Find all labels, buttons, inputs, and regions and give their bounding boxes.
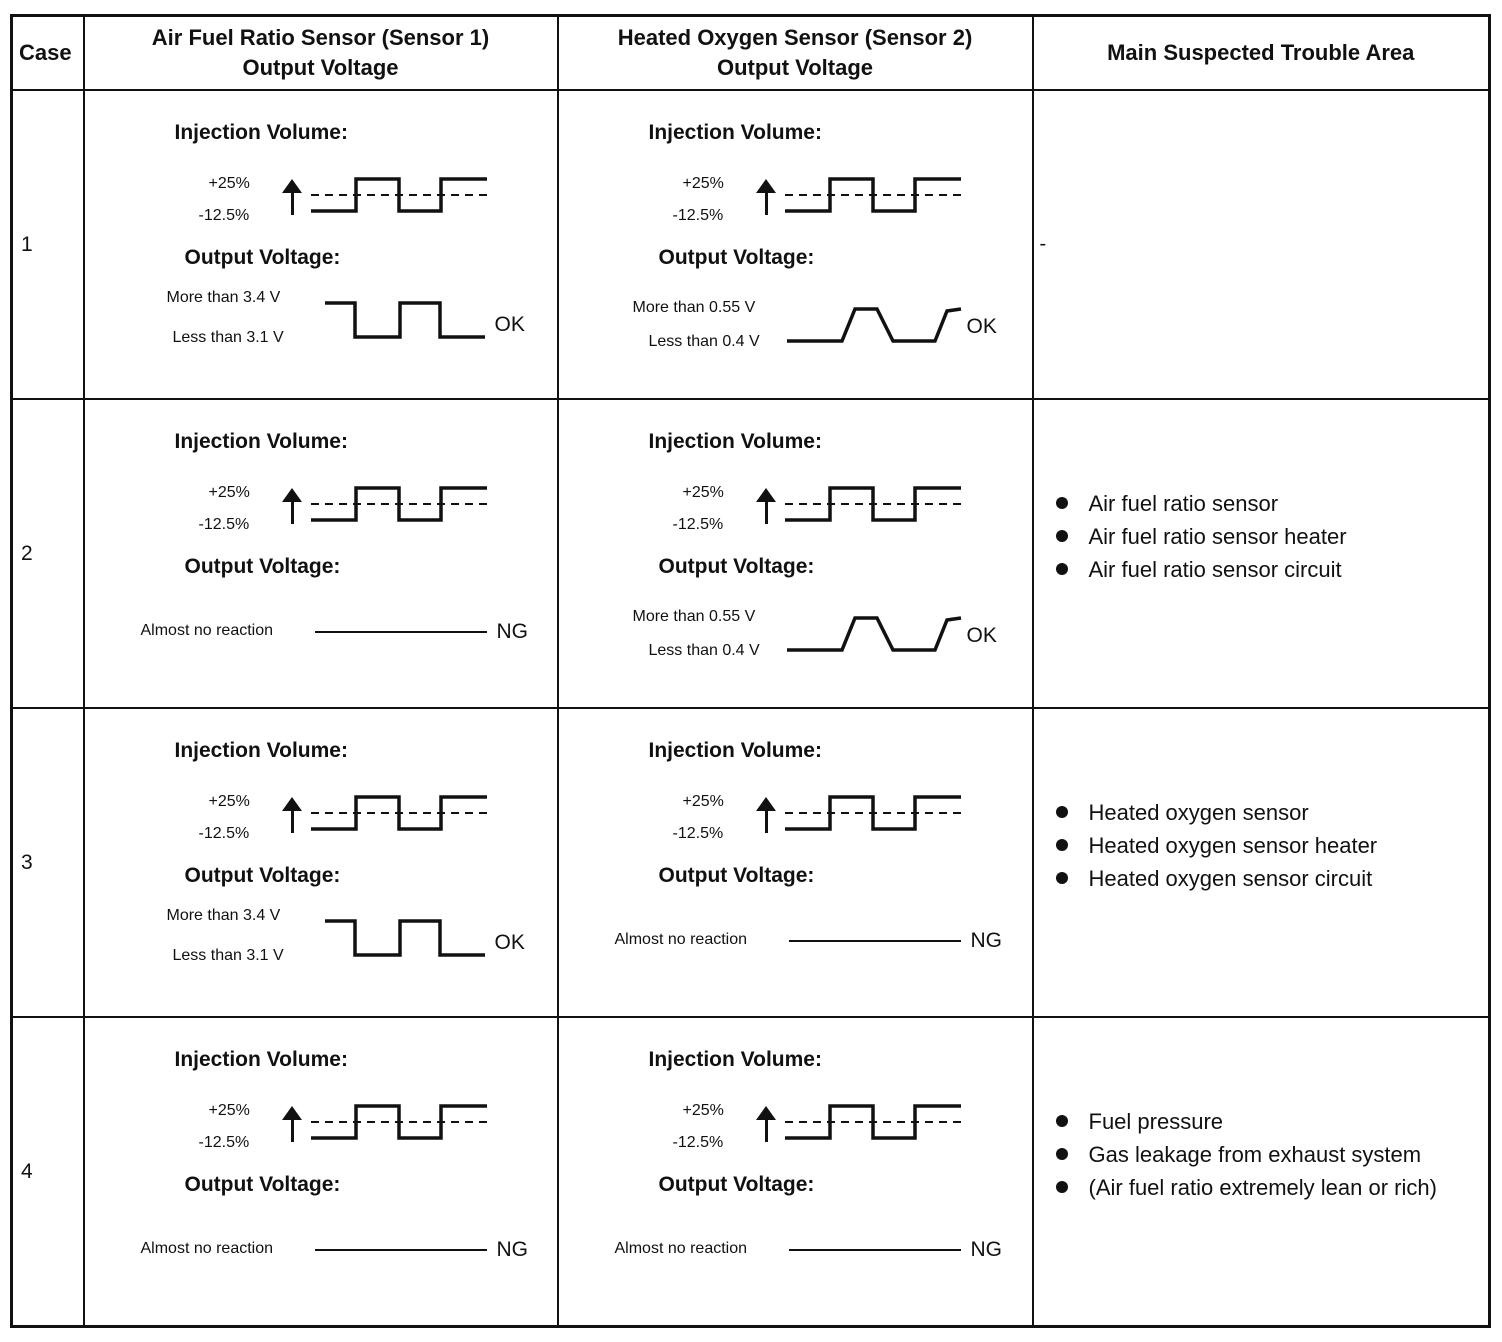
minus-12-5-label: -12.5%	[672, 825, 724, 843]
case-number: 2	[12, 399, 84, 708]
output-voltage-label: Output Voltage:	[184, 246, 341, 270]
plus-25-label: +25%	[208, 1102, 250, 1120]
plus-25-label: +25%	[208, 793, 250, 811]
sensor2-cell	[558, 708, 1033, 1017]
no-reaction-label: Almost no reaction	[140, 1240, 274, 1258]
header-sensor1-line2: Output Voltage	[242, 55, 399, 80]
low-voltage-label: Less than 0.4 V	[648, 642, 760, 660]
plus-25-label: +25%	[682, 484, 724, 502]
trouble-item	[1056, 1171, 1489, 1204]
minus-12-5-label: -12.5%	[672, 1134, 724, 1152]
bullet-icon	[1056, 839, 1068, 851]
up-arrow-icon	[756, 1106, 776, 1142]
trouble-item-text: Heated oxygen sensor	[1088, 800, 1309, 826]
minus-12-5-label: -12.5%	[198, 207, 250, 225]
minus-12-5-label: -12.5%	[198, 516, 250, 534]
trouble-item-text: Air fuel ratio sensor heater	[1088, 524, 1347, 550]
trouble-list	[1034, 796, 1489, 895]
injection-square-wave	[785, 1106, 961, 1138]
case-row	[12, 90, 1490, 399]
sensor1-cell	[84, 90, 558, 399]
trouble-item	[1056, 1105, 1489, 1138]
up-arrow-icon	[756, 797, 776, 833]
sensor1-cell	[84, 708, 558, 1017]
plus-25-label: +25%	[682, 175, 724, 193]
trouble-item	[1056, 520, 1489, 553]
high-voltage-label: More than 3.4 V	[166, 289, 281, 307]
high-voltage-label: More than 0.55 V	[632, 299, 756, 317]
trouble-item	[1056, 862, 1489, 895]
result-ok-label: OK	[494, 931, 525, 955]
bullet-icon	[1056, 563, 1068, 575]
bullet-icon	[1056, 530, 1068, 542]
plus-25-label: +25%	[682, 793, 724, 811]
header-sensor2-line1: Heated Oxygen Sensor (Sensor 2)	[617, 25, 973, 50]
low-voltage-label: Less than 3.1 V	[172, 947, 284, 965]
bullet-icon	[1056, 497, 1068, 509]
trouble-item-text: Gas leakage from exhaust system	[1088, 1142, 1422, 1168]
result-ng-label: NG	[970, 929, 1002, 953]
case-row	[12, 399, 1490, 708]
up-arrow-icon	[756, 488, 776, 524]
trouble-item	[1056, 829, 1489, 862]
bullet-icon	[1056, 1148, 1068, 1160]
output-voltage-label: Output Voltage:	[184, 864, 341, 888]
trouble-area-cell	[1033, 90, 1490, 399]
low-voltage-label: Less than 0.4 V	[648, 333, 760, 351]
injection-square-wave	[785, 488, 961, 520]
header-row	[12, 16, 1490, 91]
injection-square-wave	[311, 488, 487, 520]
header-sensor1-line1: Air Fuel Ratio Sensor (Sensor 1)	[151, 25, 490, 50]
trouble-none: -	[1039, 233, 1047, 256]
plus-25-label: +25%	[208, 175, 250, 193]
plus-25-label: +25%	[208, 484, 250, 502]
injection-volume-label: Injection Volume:	[174, 1048, 348, 1072]
header-sensor2	[558, 16, 1033, 91]
injection-volume-label: Injection Volume:	[648, 1048, 822, 1072]
trouble-item-text: (Air fuel ratio extremely lean or rich)	[1088, 1175, 1437, 1201]
up-arrow-icon	[756, 179, 776, 215]
header-trouble: Main Suspected Trouble Area	[1033, 16, 1490, 91]
case-row	[12, 1017, 1490, 1326]
output-voltage-label: Output Voltage:	[658, 1173, 815, 1197]
trouble-item	[1056, 796, 1489, 829]
result-ok-label: OK	[966, 315, 997, 339]
trouble-item-text: Heated oxygen sensor heater	[1088, 833, 1378, 859]
bullet-icon	[1056, 806, 1068, 818]
bullet-icon	[1056, 1115, 1068, 1127]
bullet-icon	[1056, 1181, 1068, 1193]
af-output-square-wave	[325, 921, 485, 955]
trouble-item	[1056, 553, 1489, 586]
trouble-item-text: Air fuel ratio sensor	[1088, 491, 1279, 517]
injection-volume-label: Injection Volume:	[174, 739, 348, 763]
no-reaction-label: Almost no reaction	[614, 1240, 748, 1258]
case-number: 3	[12, 708, 84, 1017]
result-ok-label: OK	[966, 624, 997, 648]
injection-square-wave	[311, 179, 487, 211]
trouble-item-text: Fuel pressure	[1088, 1109, 1224, 1135]
low-voltage-label: Less than 3.1 V	[172, 329, 284, 347]
trouble-area-cell	[1033, 708, 1490, 1017]
trouble-item	[1056, 487, 1489, 520]
injection-volume-label: Injection Volume:	[648, 121, 822, 145]
minus-12-5-label: -12.5%	[198, 1134, 250, 1152]
sensor1-cell	[84, 399, 558, 708]
header-sensor1	[84, 16, 558, 91]
trouble-area-cell	[1033, 1017, 1490, 1326]
up-arrow-icon	[282, 488, 302, 524]
output-voltage-label: Output Voltage:	[184, 555, 341, 579]
up-arrow-icon	[282, 1106, 302, 1142]
trouble-item	[1056, 1138, 1489, 1171]
output-voltage-label: Output Voltage:	[658, 864, 815, 888]
case-number: 4	[12, 1017, 84, 1326]
result-ng-label: NG	[496, 620, 528, 644]
header-sensor2-line2: Output Voltage	[716, 55, 874, 80]
injection-volume-label: Injection Volume:	[648, 430, 822, 454]
header-case: Case	[12, 16, 84, 91]
trouble-area-cell	[1033, 399, 1490, 708]
sensor2-cell	[558, 1017, 1033, 1326]
result-ng-label: NG	[496, 1238, 528, 1262]
injection-square-wave	[785, 797, 961, 829]
af-output-square-wave	[325, 303, 485, 337]
sensor2-cell	[558, 90, 1033, 399]
ho-output-wave	[787, 309, 961, 341]
result-ok-label: OK	[494, 313, 525, 337]
output-voltage-label: Output Voltage:	[184, 1173, 341, 1197]
trouble-list	[1034, 1105, 1489, 1204]
no-reaction-label: Almost no reaction	[614, 931, 748, 949]
output-voltage-label: Output Voltage:	[658, 555, 815, 579]
up-arrow-icon	[282, 179, 302, 215]
injection-volume-label: Injection Volume:	[648, 739, 822, 763]
minus-12-5-label: -12.5%	[672, 516, 724, 534]
injection-square-wave	[785, 179, 961, 211]
diagnosis-table	[10, 14, 1491, 1328]
case-number: 1	[12, 90, 84, 399]
high-voltage-label: More than 0.55 V	[632, 608, 756, 626]
case-row	[12, 708, 1490, 1017]
injection-volume-label: Injection Volume:	[174, 430, 348, 454]
ho-output-wave	[787, 618, 961, 650]
trouble-list	[1034, 487, 1489, 586]
minus-12-5-label: -12.5%	[672, 207, 724, 225]
minus-12-5-label: -12.5%	[198, 825, 250, 843]
trouble-item-text: Heated oxygen sensor circuit	[1088, 866, 1373, 892]
injection-square-wave	[311, 1106, 487, 1138]
bullet-icon	[1056, 872, 1068, 884]
sensor1-cell	[84, 1017, 558, 1326]
no-reaction-label: Almost no reaction	[140, 622, 274, 640]
output-voltage-label: Output Voltage:	[658, 246, 815, 270]
injection-square-wave	[311, 797, 487, 829]
injection-volume-label: Injection Volume:	[174, 121, 348, 145]
result-ng-label: NG	[970, 1238, 1002, 1262]
plus-25-label: +25%	[682, 1102, 724, 1120]
high-voltage-label: More than 3.4 V	[166, 907, 281, 925]
up-arrow-icon	[282, 797, 302, 833]
sensor2-cell	[558, 399, 1033, 708]
trouble-item-text: Air fuel ratio sensor circuit	[1088, 557, 1342, 583]
